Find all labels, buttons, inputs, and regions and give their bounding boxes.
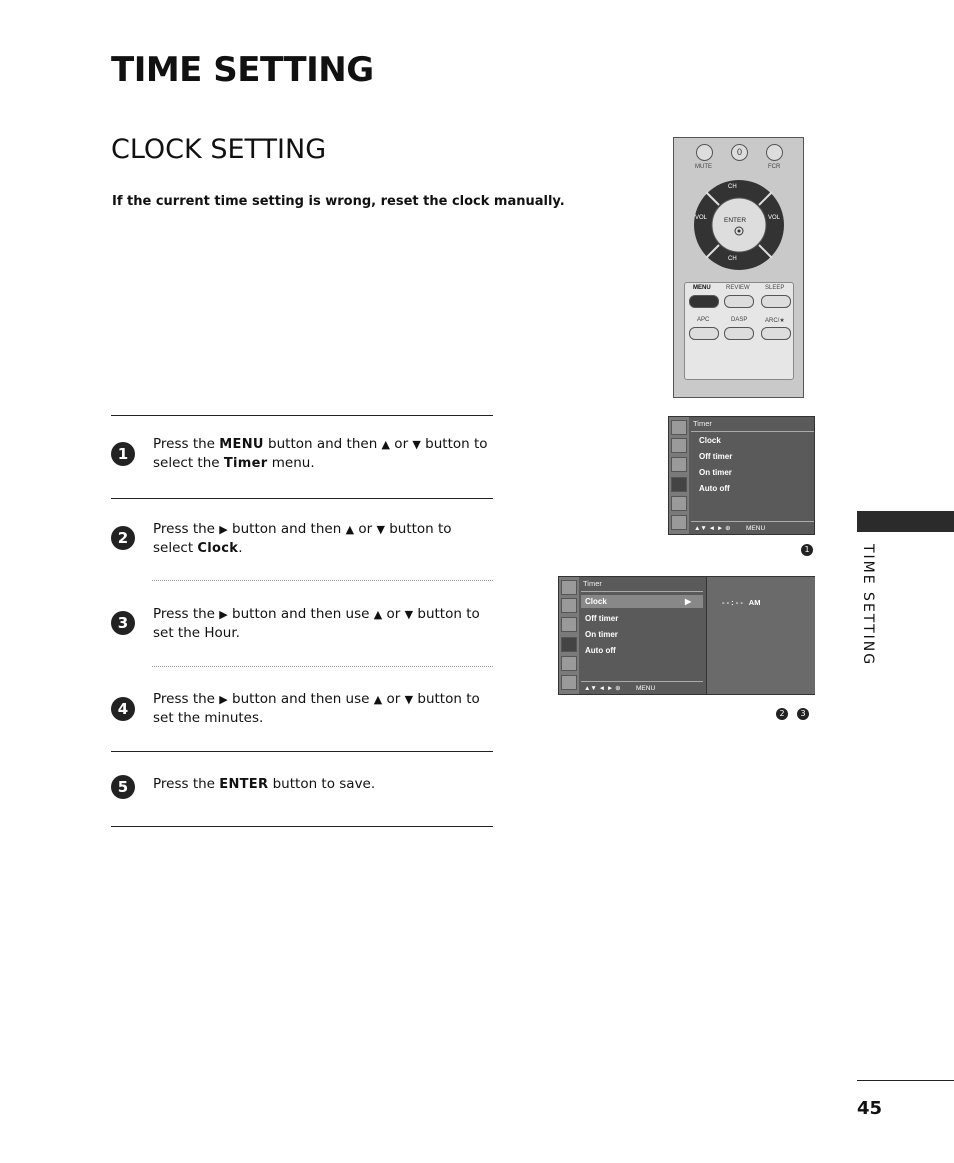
fcr-label: FCR: [768, 164, 781, 170]
section-title: CLOCK SETTING: [111, 134, 327, 165]
figure-label: 1: [801, 544, 813, 556]
divider: [111, 751, 493, 752]
side-tab-label: TIME SETTING: [860, 544, 876, 667]
step-number: 4: [111, 697, 135, 721]
osd-icon-column: [559, 577, 579, 694]
intro-text: If the current time setting is wrong, reset the clock manually.: [112, 194, 565, 209]
text: button and then use: [227, 691, 374, 707]
figure-label: 3: [797, 708, 809, 720]
vol-right-label: VOL: [768, 215, 781, 221]
osd-item-on-timer: On timer: [585, 630, 618, 639]
apc-button: [689, 327, 719, 340]
osd-footer-menu: MENU: [746, 525, 766, 532]
enter-keyword: ENTER: [219, 777, 269, 792]
down-arrow-icon: ▼: [376, 523, 385, 536]
menu-button: [689, 295, 719, 308]
text: menu.: [267, 455, 315, 471]
mute-button: [696, 144, 713, 161]
figure-label: 2: [776, 708, 788, 720]
osd-footer-menu: MENU: [636, 685, 656, 692]
text: button to save.: [268, 776, 376, 792]
osd-item-auto-off: Auto off: [699, 484, 730, 493]
down-arrow-icon: ▼: [404, 608, 414, 621]
clock-value: - - : - - AM: [722, 598, 761, 607]
side-tab-bar: [857, 511, 954, 532]
review-button: [724, 295, 754, 308]
osd-divider: [691, 431, 814, 432]
osd-item-on-timer: On timer: [699, 468, 732, 477]
option-icon: [671, 496, 687, 511]
dasp-button: [724, 327, 754, 340]
sleep-button: [761, 295, 791, 308]
right-arrow-icon: ▶: [219, 693, 228, 706]
remote-control-illustration: [673, 137, 804, 398]
step-number: 2: [111, 526, 135, 550]
option-icon: [561, 656, 577, 671]
remote-lower-panel: [684, 282, 794, 380]
step-number: 5: [111, 775, 135, 799]
divider: [111, 826, 493, 827]
osd-item-off-timer: Off timer: [585, 614, 619, 623]
timer-icon: [561, 637, 577, 652]
text: Press the: [153, 606, 220, 622]
step-4-text: [153, 690, 493, 728]
arc-button: [761, 327, 791, 340]
ch-up-label: CH: [728, 184, 737, 190]
osd-divider: [581, 681, 703, 682]
down-arrow-icon: ▼: [412, 438, 421, 451]
osd-timer-menu: [668, 416, 815, 535]
enter-label: ENTER: [724, 217, 747, 224]
osd-footer-nav: ▲▼ ◄ ► ⊕: [584, 685, 621, 692]
footer-divider: [857, 1080, 954, 1081]
osd-item-clock: Clock: [585, 597, 607, 606]
step-number: 3: [111, 611, 135, 635]
setup-icon: [671, 420, 687, 435]
step-5-text: [153, 775, 493, 794]
text: button and then: [227, 521, 346, 537]
dotted-divider: [152, 666, 493, 667]
right-arrow-icon: ▶: [219, 608, 228, 621]
osd-item-auto-off: Auto off: [585, 646, 616, 655]
osd-icon-column: [669, 417, 689, 534]
right-arrow-icon: ▶: [219, 523, 228, 536]
step-number: 1: [111, 442, 135, 466]
up-arrow-icon: ▲: [345, 523, 355, 536]
timer-icon: [671, 477, 687, 492]
osd-value-panel: [706, 577, 815, 694]
vol-left-label: VOL: [695, 215, 708, 221]
picture-icon: [561, 598, 577, 613]
text: button and then use: [227, 606, 374, 622]
lock-icon: [671, 515, 687, 530]
menu-label: MENU: [693, 285, 711, 291]
osd-item-off-timer: Off timer: [699, 452, 733, 461]
text: Press the: [153, 521, 220, 537]
fcr-button: [766, 144, 783, 161]
sound-icon: [561, 617, 577, 632]
navigation-ring-icon: [692, 178, 786, 272]
text: button and then: [263, 436, 382, 452]
mute-label: MUTE: [695, 164, 712, 170]
text: or: [390, 436, 413, 452]
text: .: [238, 540, 243, 556]
osd-footer-nav: ▲▼ ◄ ► ⊕: [694, 525, 731, 532]
text: or: [382, 606, 405, 622]
step-1-text: [153, 435, 493, 473]
text: Press the: [153, 436, 220, 452]
text: or: [382, 691, 405, 707]
zero-button: 0: [731, 144, 748, 161]
text: button to select the: [153, 436, 488, 471]
up-arrow-icon: ▲: [373, 608, 383, 621]
page-number: 45: [857, 1098, 883, 1119]
review-label: REVIEW: [726, 285, 750, 291]
clock-keyword: Clock: [197, 541, 239, 556]
text: button to set the minutes.: [153, 691, 480, 726]
up-arrow-icon: ▲: [381, 438, 391, 451]
osd-divider: [581, 591, 703, 592]
text: Press the: [153, 691, 220, 707]
text: button to set the Hour.: [153, 606, 480, 641]
sleep-label: SLEEP: [765, 285, 785, 291]
apc-label: APC: [697, 317, 710, 323]
step-2-text: [153, 520, 493, 558]
text: button to select: [153, 521, 452, 556]
osd-divider: [691, 521, 814, 522]
text: Press the: [153, 776, 220, 792]
down-arrow-icon: ▼: [404, 693, 414, 706]
picture-icon: [671, 438, 687, 453]
menu-keyword: MENU: [219, 437, 264, 452]
text: or: [354, 521, 377, 537]
ch-down-label: CH: [728, 256, 737, 262]
up-arrow-icon: ▲: [373, 693, 383, 706]
lock-icon: [561, 675, 577, 690]
osd-header: Timer: [583, 579, 602, 588]
page-title: TIME SETTING: [111, 50, 374, 90]
osd-clock-submenu: [558, 576, 815, 695]
osd-header: Timer: [693, 419, 712, 428]
setup-icon: [561, 580, 577, 595]
divider: [111, 498, 493, 499]
step-3-text: [153, 605, 493, 643]
osd-item-clock: Clock: [699, 436, 721, 445]
submenu-arrow-icon: ▶: [685, 597, 692, 606]
dasp-label: DASP: [731, 317, 748, 323]
arc-label: ARC/★: [765, 318, 785, 324]
dotted-divider: [152, 580, 493, 581]
sound-icon: [671, 457, 687, 472]
timer-keyword: Timer: [223, 456, 268, 471]
divider: [111, 415, 493, 416]
